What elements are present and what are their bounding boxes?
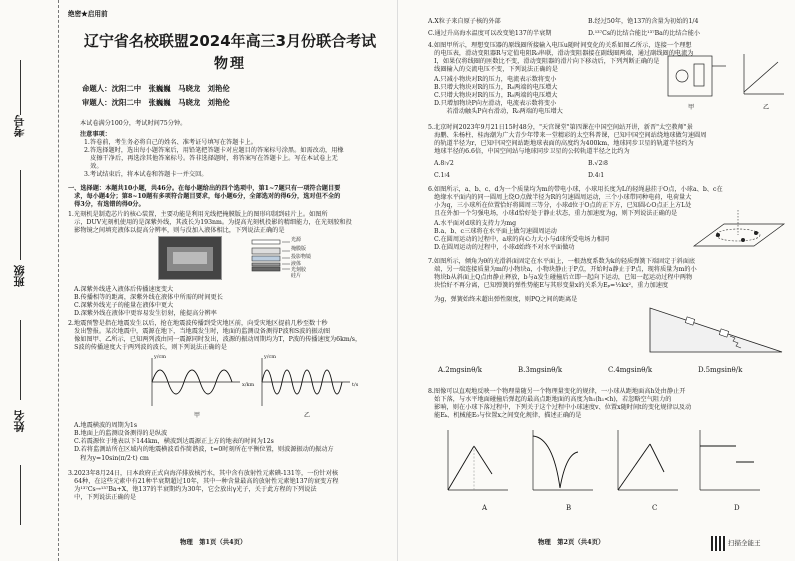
note-line: 皮擦干净后，再选涂其他答案标号。答非选择题时，将答案写在答题卡上。写在本试卷上无 (84, 155, 338, 162)
section-heading: 一、选择题：本题共10小题，共46分。在每小题给出的四个选项中，第1~7题只有一项符合题目要 (68, 185, 341, 192)
option: A.地震横波的周期为1s (74, 422, 138, 429)
question-6-text: 小为q，三小球所在位置恰好将圆周三等分，小球d位于O点的正下方，已知圆心O点正上方L处 (428, 202, 692, 209)
lithography-photo (158, 236, 222, 280)
question-4-text: 的电压表，滑动变阻器R与定值电阻R₀串联，滑动变阻器接在副线圈两端，通过副线圈的电流为 (428, 50, 694, 57)
option: 若滑动触头P向右滑动，R₀两端的电压增大 (434, 108, 563, 115)
option: A.深紫外线进入液体后传播速度变大 (74, 286, 174, 293)
note-line: 1.答卷前，考生务必将自己的姓名、准考证号填写在答题卡上。 (84, 139, 257, 146)
question-6-text: 绝缘水平面内的同一圆周上绕O点做半径为R的匀速圆周运动，三个小球带同种电荷，电荷量大 (428, 194, 692, 201)
axis-label: y/cm (154, 354, 167, 360)
option: D.4∶1 (588, 172, 605, 179)
question-8-text: 8.图像可以直观地反映一个物理量随另一个物理量变化的规律，一小球从距地面高h处由静止开 (428, 388, 686, 395)
incline-figure (646, 300, 786, 360)
name-label: 姓名 (13, 410, 26, 432)
exam-page-2 (397, 0, 795, 561)
wave-graph-a (152, 358, 240, 406)
option: B.a、b、c三球将在水平面上做匀速圆周运动 (434, 228, 557, 235)
section-heading: 得3分，有选错的得0分。 (68, 201, 145, 208)
option: A.X粒子来自原子核的外部 (428, 18, 501, 25)
option: C.若震源位于地表以下144km，横波到达震源正上方的地表的时间为12s (74, 438, 274, 445)
question-3-text: 中，下列说法正确的是 (68, 494, 137, 501)
question-8-text: 影响，则在小球下落过程中，下列关于这个过程中小球速度v、位置x随时间t的变化规律以及动 (428, 404, 692, 411)
class-label: 班级 (13, 265, 26, 287)
figure-caption: 乙 (763, 104, 770, 111)
question-4-text: 线圈输入的交流电压不变，下列说法正确的是 (428, 66, 558, 73)
binding-strip (0, 0, 64, 561)
question-7-text: 块恰好不再分离，已知弹簧的弹性势能E与其形变量x的关系为Eₚ=½kx²，重力加速度 (428, 282, 669, 289)
question-6-text: 6.如图所示，a、b、c、d为一个质量均为m的带电小球，小球用长度为L的轻绳悬挂于O点，小球a、b、c在 (428, 186, 723, 193)
option: D.若将监测站所在区域内的地震横波看作简谐波，t=0时刻所在平衡位置，则波源振动的振动方 (74, 446, 334, 453)
question-3-text: 为¹³⁷Cs→¹³⁷Ba+X，铯137的半衰期约为30年，它会放出γ光子，关于此方程的下列说法 (68, 486, 317, 493)
lithography-diagram (246, 234, 316, 282)
question-5-text: 海鹏、朱杨柱、桂海潮为广大青少年带来一堂精彩的太空科普课，已知中国空间站绕地球做匀速圆周 (428, 132, 707, 139)
question-8-text: 能Eₖ、机械能E₀与位置x之间变化规律，描述正确的是 (428, 412, 582, 419)
note-line: 2.答选择题时，选出每小题答案后，用铅笔把答题卡对应题目的答案标号涂黑。如需改动，用橡 (84, 147, 344, 154)
fig-label: 硅片 (291, 273, 302, 279)
option: C.只增大物块对R的压力，R₀两端的电压增大 (434, 92, 558, 99)
question-1-text: 1.光刻机是制造芯片的核心装置，主要功能是利用光线把掩膜版上的图形印制到硅片上。如图所 (68, 211, 328, 218)
option: A.2mgsinθ/k (438, 366, 483, 374)
option: A.只减小物块对R的压力，电流表示数将变小 (434, 76, 557, 83)
fig-label: 掩膜版 (291, 246, 307, 252)
option: C.深紫外线光子的能量在液体中更大 (74, 302, 174, 309)
option: B.经过50年，铯137的含量为初始的1/4 (588, 18, 699, 25)
notes-heading: 注意事项： (80, 131, 111, 138)
question-6-text: 且在外加一个匀强电场，小球d恰好处于静止状态，重力加速度为g，则下列说法正确的是 (428, 210, 678, 217)
option: 程为y=10sin(π/2·t) cm (74, 455, 149, 462)
option: B.地面上的监测设备测得的是纵波 (74, 430, 168, 437)
graph-caption: 乙 (304, 412, 311, 419)
reviewer-line: 审题人：沈阳二中 张巍巍 马晓龙 刘艳伦 (82, 98, 230, 107)
scanner-watermark: 扫描全能王 (728, 539, 761, 547)
option: C.1∶4 (434, 172, 450, 179)
graph-option-b (533, 430, 593, 490)
option: C.通过升高海水温度可以改变铯137的半衰期 (428, 30, 552, 37)
question-2-text: S波的传播速度大于两列波的波长，则下列说法正确的是 (68, 344, 227, 351)
graph-option-d (700, 430, 760, 490)
confidential-mark: 绝密★启用前 (68, 10, 108, 18)
graph-caption: C (652, 504, 658, 512)
exam-meta: 本试卷满分100分，考试时间75分钟。 (80, 120, 187, 127)
divider (20, 465, 21, 525)
option: D.深紫外线在液体中更容易发生衍射，能提高分辨率 (74, 310, 217, 317)
axis-label: y/cm (264, 354, 277, 360)
graph-option-a (448, 430, 508, 490)
page-footer: 物理 第2页（共4页） (538, 538, 605, 546)
axis-label: x/km (242, 382, 255, 388)
fig-label: 光刻胶 (291, 267, 307, 273)
note-line: 效。 (84, 163, 103, 170)
question-1-text: 影物镜之间填充液体以提高分辨率，则与没加入液体相比，下列说法正确的是 (68, 227, 285, 234)
qr-code-icon (711, 536, 726, 551)
option: C.在圆周运动的过程中，a球的向心力大小与d球所受电场力相同 (434, 236, 610, 243)
question-1-text: 示，DUV光刻机使用的是深紫外线，其波长为193nm。为提高光刻机投影的精细能力，在光刻胶和投 (68, 219, 352, 226)
question-4-text: 4.如图甲所示，理想变压器的原线圈所接输入电压u随时间变化的关系如图乙所示，连接一个理想 (428, 42, 692, 49)
graph-caption: 甲 (194, 412, 201, 419)
charged-spheres-figure (688, 206, 788, 261)
question-7-text: 为g，弹簧始终未超出弹性限度，则PQ之间的距离是 (428, 296, 578, 303)
question-3-text: 3.2023年8月24日，日本政府正式向海洋排放核污水，其中含有放射性元素碘-131等，一份针对核 (68, 470, 339, 477)
question-7-text: 物块b从斜面上Q点由静止释放，b与a发生碰撞后立即一起向下运动，已知一起运动过程中两物 (428, 274, 693, 281)
divider (20, 170, 21, 260)
graph-caption: D (734, 504, 740, 512)
question-5-text: 地球半径的6.6倍，中国空间站与地球同步卫星的公转轨道半径之比约为 (428, 148, 630, 155)
divider (20, 60, 21, 115)
option: D.5mgsinθ/k (698, 366, 743, 374)
axis-label: t/s (352, 382, 359, 388)
question-7-text: 7.如图所示，倾角为θ的光滑斜面固定在水平面上，一根劲度系数为k的轻质弹簧下端固定于斜面底 (428, 258, 696, 265)
option: B.3mgsinθ/k (518, 366, 563, 374)
fig-label: 液体 (291, 261, 302, 267)
note-line: 3.考试结束后，将本试卷和答题卡一并交回。 (84, 171, 208, 178)
question-4-text: I，如果仅将线圈的匝数比不变，滑动变阻器的滑片向下移动后，下列判断正确的是 (428, 58, 660, 65)
graph-caption: A (482, 504, 488, 512)
exam-number-label: 考号 (13, 115, 26, 137)
question-2-text: 像如图甲、乙所示，已知两列波由同一震源同时发出，波源的振动周期均为T，P波的传播速度为6km/s， (68, 336, 362, 343)
circuit-diagram (668, 56, 726, 96)
question-2-text: 发出警报。某次地震中，震源在地下，当地震发生时，地面的监测设备测得P波和S波的振动图 (68, 328, 331, 335)
option: A.8∶√2 (434, 160, 454, 167)
fig-label: 投影物镜 (291, 254, 312, 260)
question-5-text: 的轨道半径为r，已知中国空间站距地球表面的高度约为400km，地球同步卫星的轨道半径约为 (428, 140, 694, 147)
cut-line (58, 0, 59, 561)
section-heading: 求，每小题4分；第8~10题有多项符合题目要求，每小题6分，全部选对的得6分，选对但不全的 (68, 193, 341, 200)
question-7-text: 端，另一端连接质量为m的小物块a，小物块静止于P点，开始时a静止于P点，现将质量为m的小 (428, 266, 697, 273)
question-3-text: 64种，在这些元素中有21种半衰期超过10年，其中一种含量最高的放射性元素铯137的衰变方程 (68, 478, 339, 485)
exam-page-1 (0, 0, 397, 561)
question-5-text: 5.北京时间2023年9月21日15时48分，"天宫课堂"第四课在中国空间站开讲，新晋"太空教师"景 (428, 124, 693, 131)
option: A.水平面对d球的支持力为mg (434, 220, 517, 227)
author-line: 命题人：沈阳二中 张巍巍 马晓龙 刘艳伦 (82, 84, 230, 93)
wave-graph-b (262, 358, 350, 406)
option: D.¹³⁷Cs的比结合能比¹³⁷Ba的比结合能小 (588, 30, 700, 37)
fig-label: 光源 (291, 237, 302, 243)
exam-subject: 物理 (214, 56, 246, 72)
figure-caption: 甲 (688, 104, 695, 111)
option: D.在圆周运动的过程中，小球d始终不对水平面做功 (434, 244, 575, 251)
option: B.传播相等的距离，深紫外线在液体中所需的时间更长 (74, 294, 223, 301)
graph-caption: B (566, 504, 572, 512)
motion-graphs (438, 424, 768, 502)
question-8-text: 始下落，与水平地面碰撞后弹起的最高点距地面的高度为h₁(h₁<h)，若忽略空气阻力的 (428, 396, 672, 403)
divider (20, 320, 21, 400)
page-footer: 物理 第1页（共4页） (180, 538, 247, 546)
exam-title: 辽宁省名校联盟2024年高三3月份联合考试 (83, 32, 377, 50)
graph-option-c (618, 430, 678, 490)
question-2-text: 2.地震预警是指在地震发生以后，抢在地震波传播到受灾地区前，向受灾地区提前几秒至数十秒 (68, 320, 328, 327)
voltage-graph (744, 54, 784, 94)
lithography-photo-art (159, 237, 221, 279)
option: D.只增加物块P向左滑动，电流表示数将变小 (434, 100, 557, 107)
option: B.√2∶8 (588, 160, 608, 167)
option: B.只增大物块对R的压力，R₀两端的电压增大 (434, 84, 558, 91)
option: C.4mgsinθ/k (608, 366, 653, 374)
